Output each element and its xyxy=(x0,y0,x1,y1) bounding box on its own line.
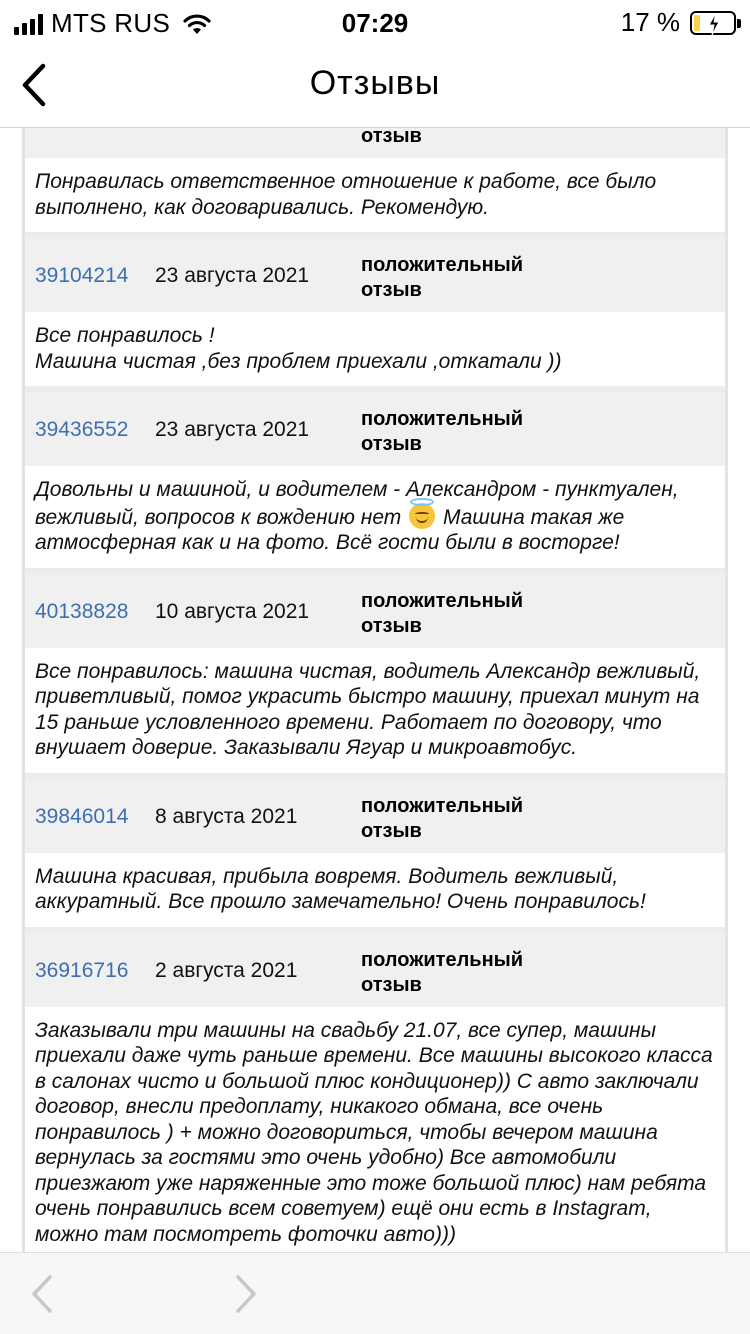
review-date: 23 августа 2021 xyxy=(155,418,310,441)
browser-forward-icon xyxy=(234,1274,258,1314)
review-card xyxy=(25,933,725,1253)
review-type-line2: отзыв xyxy=(361,433,422,455)
review-type xyxy=(361,128,561,149)
review-order-link[interactable]: 36916716 xyxy=(35,958,129,982)
review-type-line2: отзыв xyxy=(361,819,422,842)
review-date: 2 августа 2021 xyxy=(155,958,298,982)
review-type-line2: отзыв xyxy=(361,279,422,301)
smiling-face-with-halo-icon xyxy=(409,503,435,529)
reviews-scroll-area[interactable] xyxy=(0,128,750,1252)
charging-bolt-icon xyxy=(706,12,722,36)
review-text: Машина красивая, прибыла вовремя. Водитель вежливый, аккуратный. Все прошло замечательно! Очень понравилось! xyxy=(25,853,725,927)
navigation-bar xyxy=(0,44,750,128)
review-text: Все понравилось: машина чистая, водитель Александр вежливый, приветливый, помог украсить быстро машину, приехал минут на 15 раньше условленного времени. Работает по договору, что внушает доверие. Заказывали Ягуар и микроавтобус. xyxy=(25,648,725,773)
browser-back-button[interactable] xyxy=(24,1271,60,1317)
review-card xyxy=(25,779,725,927)
browser-forward-button[interactable] xyxy=(228,1271,264,1317)
review-card xyxy=(25,238,725,386)
review-order-link[interactable]: 39436552 xyxy=(35,418,129,441)
battery-level-fill xyxy=(694,15,700,31)
review-text xyxy=(25,466,725,568)
review-type-line1: положительный xyxy=(361,408,524,430)
review-text xyxy=(25,312,725,386)
review-card xyxy=(25,392,725,568)
review-type xyxy=(361,407,561,457)
review-text-part: Машина такая же атмосферная как и на фото. Всё гости были в восторге! xyxy=(35,505,625,554)
carrier-name: MTS RUS xyxy=(51,8,171,38)
review-text: Заказывали три машины на свадьбу 21.07, все супер, машины приехали даже чуть раньше времени. Все машины высокого класса в салонах чисто и большой плюс кондиционер)) С авто заключали договор, внесли предоплату, никакого обмана, все очень понравилось ) + можно договориться, чтобы вечером машина вернулась за гостями это очень удобно) Все автомобили приезжают уже наряженные это тоже большой плюс) нам ребята очень понравились всем советуем) ещё они есть в Instagram, можно там посмотреть фоточки авто))) xyxy=(25,1007,725,1253)
review-order-link[interactable]: 39104214 xyxy=(35,264,129,287)
review-type-line1: положительный xyxy=(361,589,524,612)
browser-toolbar xyxy=(0,1252,750,1334)
review-type xyxy=(361,794,561,844)
review-type xyxy=(361,948,561,998)
review-order-link[interactable]: 39846014 xyxy=(35,804,129,828)
battery-icon xyxy=(690,11,736,35)
review-type-line2: отзыв xyxy=(361,614,422,637)
review-header xyxy=(25,779,725,853)
review-type-line1: положительный xyxy=(361,948,524,971)
review-type-line2: отзыв xyxy=(361,973,422,996)
review-type-line1: положительный xyxy=(361,794,524,817)
review-header xyxy=(25,392,725,466)
review-type-line1: положительный xyxy=(361,254,524,276)
review-text: Понравилась ответственное отношение к работе, все было выполнено, как договаривались. Рекомендую. xyxy=(25,158,725,232)
status-bar xyxy=(0,0,750,44)
review-text-line: Машина чистая ,без проблем приехали ,откатали )) xyxy=(35,349,562,373)
review-card-partial xyxy=(25,128,725,232)
review-header xyxy=(25,574,725,648)
page-title: Отзывы xyxy=(309,64,441,102)
review-type-line: отзыв xyxy=(361,128,422,147)
review-header xyxy=(25,238,725,312)
review-date: 8 августа 2021 xyxy=(155,804,298,828)
review-header xyxy=(25,128,725,158)
review-header xyxy=(25,933,725,1007)
reviews-list xyxy=(22,128,728,1252)
review-type xyxy=(361,589,561,639)
review-text-line: Все понравилось ! xyxy=(35,324,215,347)
review-text-part: Довольны и машиной, и водителем - Александром - пунктуален, вежливый, вопросов к вождению нет xyxy=(35,478,679,529)
review-date: 10 августа 2021 xyxy=(155,599,310,623)
battery-percent: 17 % xyxy=(620,7,680,37)
status-time: 07:29 xyxy=(341,8,409,38)
review-card xyxy=(25,574,725,773)
review-date: 23 августа 2021 xyxy=(155,264,310,287)
review-order-link[interactable]: 40138828 xyxy=(35,599,129,623)
review-type xyxy=(361,253,561,303)
browser-back-icon xyxy=(30,1274,54,1314)
status-right xyxy=(621,7,736,38)
